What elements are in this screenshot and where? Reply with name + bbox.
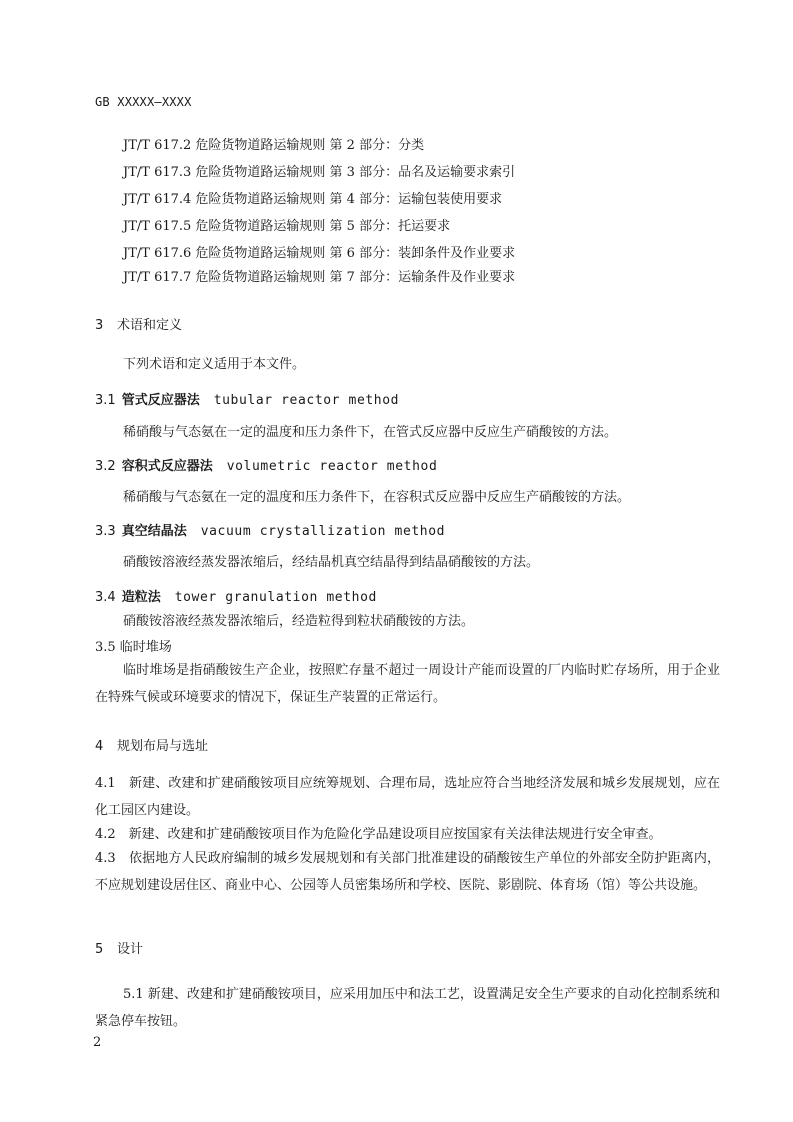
- term-number: 3.3: [95, 524, 116, 539]
- term-chinese: 容积式反应器法: [121, 459, 213, 474]
- section-title: 术语和定义: [117, 318, 183, 333]
- reference-item: JT/T 617.3 危险货物道路运输规则 第 3 部分：品名及运输要求索引: [123, 165, 516, 180]
- section-3-heading: [95, 314, 182, 333]
- clause-5-1: 5.1 新建、改建和扩建硝酸铵项目，应采用加压中和法工艺，设置满足安全生产要求的自动化控制系统和紧急停车按钮。: [95, 987, 720, 1029]
- term-english: volumetric reactor method: [226, 459, 438, 474]
- term-3-1-heading: [95, 389, 399, 408]
- term-3-4-heading: [95, 586, 377, 605]
- reference-item: JT/T 617.2 危险货物道路运输规则 第 2 部分：分类: [123, 138, 425, 153]
- term-3-3-definition: 硝酸铵溶液经蒸发器浓缩后，经结晶机真空结晶得到结晶硝酸铵的方法。: [123, 555, 540, 570]
- term-number: 3.4: [95, 590, 116, 605]
- clause-4-3: 4.3 依据地方人民政府编制的城乡发展规划和有关部门批准建设的硝酸铵生产单位的外部安全防护距离内，不应规划建设居住区、商业中心、公园等人员密集场所和学校、医院、影剧院、体育场（馆）等公共设施。: [95, 851, 720, 893]
- term-3-2-heading: [95, 455, 437, 474]
- section-title: 规划布局与选址: [117, 739, 209, 754]
- section-4-heading: [95, 735, 208, 754]
- reference-item: JT/T 617.4 危险货物道路运输规则 第 4 部分：运输包装使用要求: [123, 192, 503, 207]
- clause-4-2: 4.2 新建、改建和扩建硝酸铵项目作为危险化学品建设项目应按国家有关法律法规进行安全审查。: [95, 827, 662, 842]
- term-number: 3.1: [95, 393, 116, 408]
- term-english: vacuum crystallization method: [200, 524, 446, 539]
- term-3-5-heading: 3.5 临时堆场: [95, 640, 172, 655]
- term-number: 3.2: [95, 459, 116, 474]
- section-title: 设计: [117, 942, 144, 957]
- term-english: tubular reactor method: [213, 393, 400, 408]
- reference-item: JT/T 617.5 危险货物道路运输规则 第 5 部分：托运要求: [123, 219, 451, 234]
- term-3-3-heading: [95, 520, 445, 539]
- term-chinese: 管式反应器法: [121, 393, 200, 408]
- section-3-intro: 下列术语和定义适用于本文件。: [123, 357, 306, 372]
- document-code-header: GB XXXXX—XXXX: [95, 95, 192, 109]
- section-number: 3: [95, 318, 104, 333]
- clause-4-1: 4.1 新建、改建和扩建硝酸铵项目应统筹规划、合理布局，选址应符合当地经济发展和城乡发展规划，应在化工园区内建设。: [95, 776, 720, 818]
- reference-item: JT/T 617.6 危险货物道路运输规则 第 6 部分：装卸条件及作业要求: [123, 246, 516, 261]
- term-chinese: 真空结晶法: [121, 524, 187, 539]
- term-3-1-definition: 稀硝酸与气态氨在一定的温度和压力条件下，在管式反应器中反应生产硝酸铵的方法。: [123, 425, 618, 440]
- reference-item: JT/T 617.7 危险货物道路运输规则 第 7 部分：运输条件及作业要求: [123, 270, 516, 285]
- section-number: 4: [95, 739, 104, 754]
- section-5-heading: [95, 938, 143, 957]
- term-3-2-definition: 稀硝酸与气态氨在一定的温度和压力条件下，在容积式反应器中反应生产硝酸铵的方法。: [123, 490, 631, 505]
- term-chinese: 造粒法: [121, 590, 161, 605]
- page-number: 2: [93, 1035, 102, 1050]
- term-english: tower granulation method: [174, 590, 377, 605]
- term-3-4-definition: 硝酸铵溶液经蒸发器浓缩后，经造粒得到粒状硝酸铵的方法。: [123, 614, 475, 629]
- section-number: 5: [95, 942, 104, 957]
- term-3-5-definition: 临时堆场是指硝酸铵生产企业，按照贮存量不超过一周设计产能而设置的厂内临时贮存场所，用于企业在特殊气候或环境要求的情况下，保证生产装置的正常运行。: [95, 663, 720, 705]
